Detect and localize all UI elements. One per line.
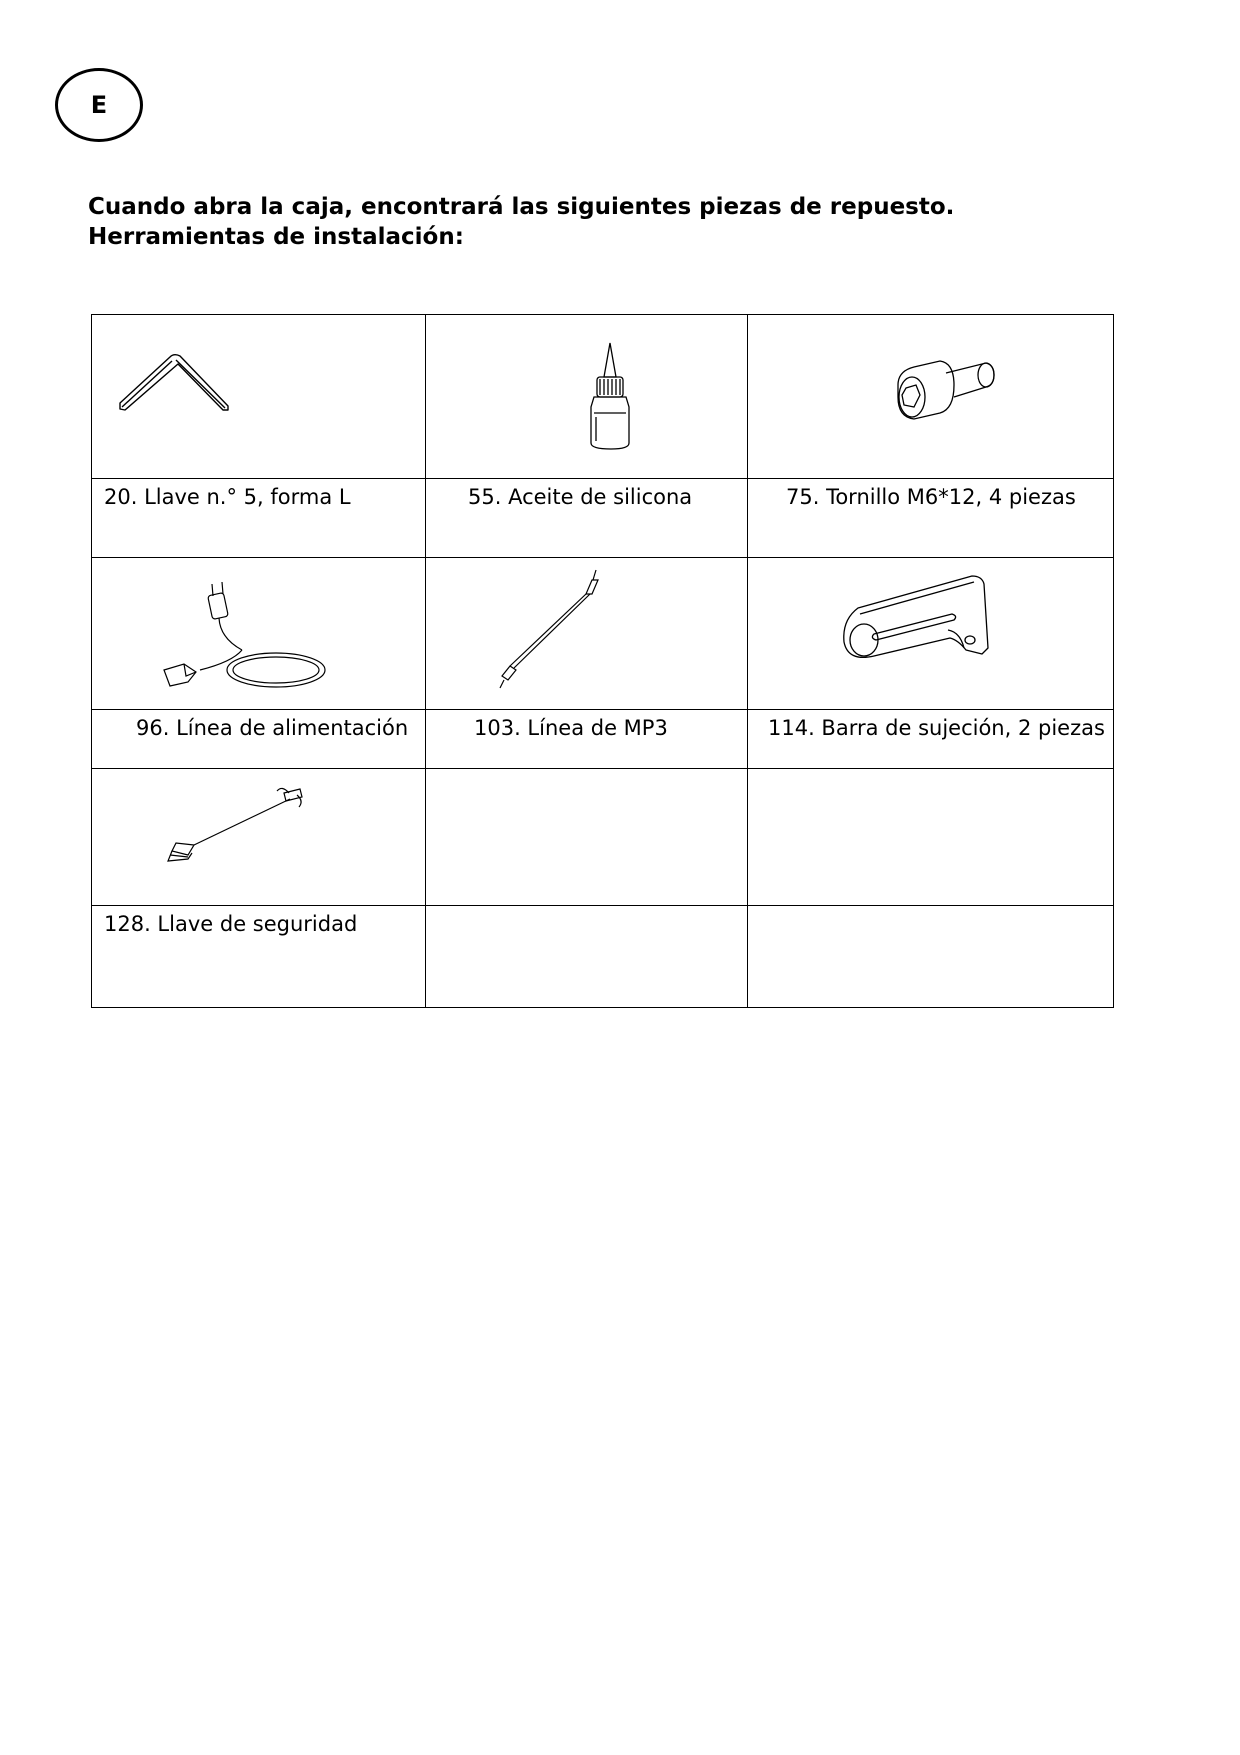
empty-cell xyxy=(748,906,1114,1008)
part-label: 20. Llave n.° 5, forma L xyxy=(104,485,351,509)
part-label-cell xyxy=(748,710,1114,769)
parts-image-row xyxy=(92,558,1114,710)
mp3-cable-icon xyxy=(426,558,747,709)
part-label: 103. Línea de MP3 xyxy=(474,716,668,740)
page-heading-line-1: Cuando abra la caja, encontrará las siguientes piezas de repuesto. xyxy=(88,194,955,220)
part-image-cell xyxy=(92,315,426,479)
empty-cell xyxy=(748,769,1114,906)
parts-label-row xyxy=(92,710,1114,769)
part-label-cell xyxy=(92,710,426,769)
parts-image-row xyxy=(92,769,1114,906)
part-label: 75. Tornillo M6*12, 4 piezas xyxy=(786,485,1076,509)
part-image-cell xyxy=(92,769,426,906)
page-heading-line-2: Herramientas de instalación: xyxy=(88,224,464,250)
language-badge-label: E xyxy=(90,91,108,119)
part-label: 96. Línea de alimentación xyxy=(136,716,409,740)
part-label: 55. Aceite de silicona xyxy=(468,485,693,509)
safety-key-icon xyxy=(92,769,425,905)
part-label: 114. Barra de sujeción, 2 piezas xyxy=(768,716,1105,740)
part-image-cell xyxy=(748,315,1114,479)
part-label: 128. Llave de seguridad xyxy=(104,912,358,936)
parts-label-row xyxy=(92,906,1114,1008)
parts-label-row xyxy=(92,479,1114,558)
part-label-cell xyxy=(92,479,426,558)
part-image-cell xyxy=(748,558,1114,710)
empty-cell xyxy=(426,769,748,906)
part-image-cell xyxy=(426,558,748,710)
empty-cell xyxy=(426,906,748,1008)
power-cord-icon xyxy=(92,558,425,709)
part-label-cell xyxy=(92,906,426,1008)
l-wrench-icon xyxy=(92,315,425,478)
part-image-cell xyxy=(426,315,748,479)
part-image-cell xyxy=(92,558,426,710)
part-label-cell xyxy=(426,710,748,769)
screw-icon xyxy=(748,315,1113,478)
holding-bar-icon xyxy=(748,558,1113,709)
language-badge xyxy=(55,68,143,142)
part-label-cell xyxy=(426,479,748,558)
parts-table xyxy=(91,314,1114,1008)
silicone-oil-bottle-icon xyxy=(426,315,747,478)
part-label-cell xyxy=(748,479,1114,558)
parts-image-row xyxy=(92,315,1114,479)
